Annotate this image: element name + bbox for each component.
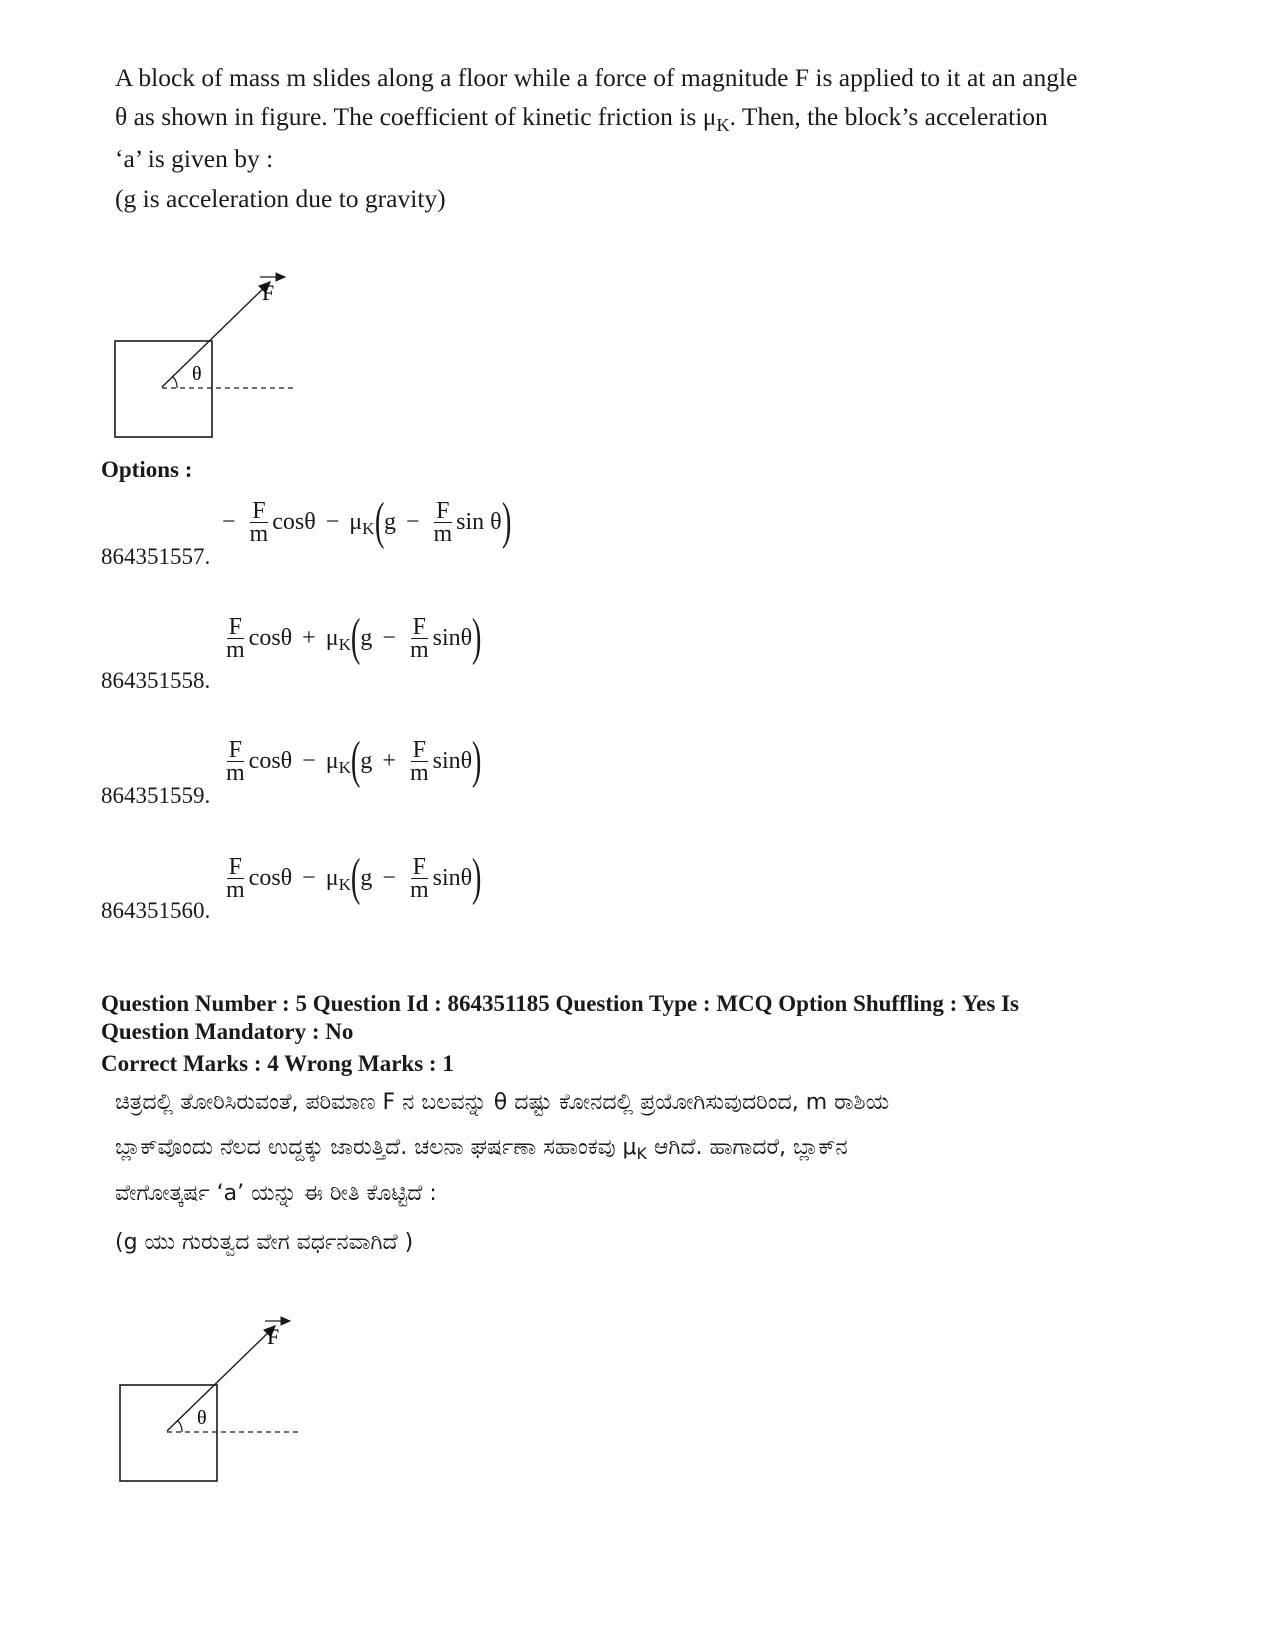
option-formula[interactable]: − $\frac{F}{m}$ cosθ − $\mu_K$ ( g − $\frac{F}{m}$ sin θ ) [222, 493, 512, 550]
q4-gravity-note: (g is acceleration due to gravity) [115, 184, 446, 213]
q5-meta [101, 990, 1019, 1078]
q5-kannada-note: (g ಯು ಗುರುತ್ವದ ವೇಗ ವರ್ಧನವಾಗಿದೆ ) [115, 1230, 414, 1255]
q5-kn-line-1: ಚಿತ್ರದಲ್ಲಿ ತೋರಿಸಿರುವಂತೆ, ಪರಿಮಾಣ F ನ ಬಲವನ್ನು θ ದಷ್ಟು ಕೋನದಲ್ಲಿ ಪ್ರಯೋಗಿಸುವುದರಿಂದ, m ರಾಶಿಯ [115, 1090, 890, 1115]
option-id: 864351559. [101, 783, 211, 808]
force-arrow [162, 282, 270, 387]
question-4-text [115, 58, 1195, 178]
options-heading: Options : [101, 457, 193, 482]
option-formula[interactable]: $\frac{F}{m}$ cosθ − $\mu_K$ ( g + $\frac{F}{m}$ sinθ ) [226, 732, 482, 789]
q4-line-2: θ as shown in figure. The coefficient of kinetic friction is $\mu_K$. Then, the block’s acceleration [115, 102, 1048, 135]
force-arrow [167, 1326, 275, 1431]
q5-meta-line-3: Correct Marks : 4 Wrong Marks : 1 [101, 1051, 454, 1076]
q4-line-3: ‘a’ is given by : [115, 144, 274, 173]
option-id: 864351558. [101, 668, 211, 693]
option-id: 864351557. [101, 544, 211, 569]
block [120, 1385, 217, 1481]
q5-kn-line-3: ವೇಗೋತ್ಕರ್ಷ ‘a’ ಯನ್ನು ಈ ರೀತಿ ಕೊಟ್ಟಿದೆ : [115, 1181, 437, 1206]
force-label: F [262, 280, 275, 305]
option-id: 864351560. [101, 898, 211, 923]
q4-line-1: A block of mass m slides along a floor while a force of magnitude F is applied to it at an angle [115, 63, 1078, 92]
q5-meta-line-1: Question Number : 5 Question Id : 864351185 Question Type : MCQ Option Shuffling : Yes Is [101, 991, 1019, 1016]
force-label: F [267, 1324, 280, 1349]
option-formula[interactable]: $\frac{F}{m}$ cosθ − $\mu_K$ ( g − $\frac{F}{m}$ sinθ ) [226, 849, 482, 906]
angle-label: θ [197, 1407, 207, 1429]
angle-arc [172, 376, 177, 388]
option-formula[interactable]: $\frac{F}{m}$ cosθ + $\mu_K$ ( g − $\frac{F}{m}$ sinθ ) [226, 609, 482, 666]
block [115, 341, 212, 437]
q5-kn-line-2: ಬ್ಲಾಕ್‌ವೊಂದು ನೆಲದ ಉದ್ದಕ್ಕು ಜಾರುತ್ತಿದೆ. ಚಲನಾ ಘರ್ಷಣಾ ಸಹಾಂಕವು $\mu_K$ ಆಗಿದೆ. ಹಾಗಾದರೆ, ಬ್ಲಾಕ್‌ನ [115, 1135, 848, 1163]
q5-meta-line-2: Question Mandatory : No [101, 1019, 354, 1044]
block-force-figure [105, 262, 315, 442]
angle-label: θ [192, 363, 202, 385]
block-force-figure-q5 [110, 1306, 320, 1486]
q5-kannada-text [115, 1080, 1195, 1216]
angle-arc [177, 1420, 182, 1432]
